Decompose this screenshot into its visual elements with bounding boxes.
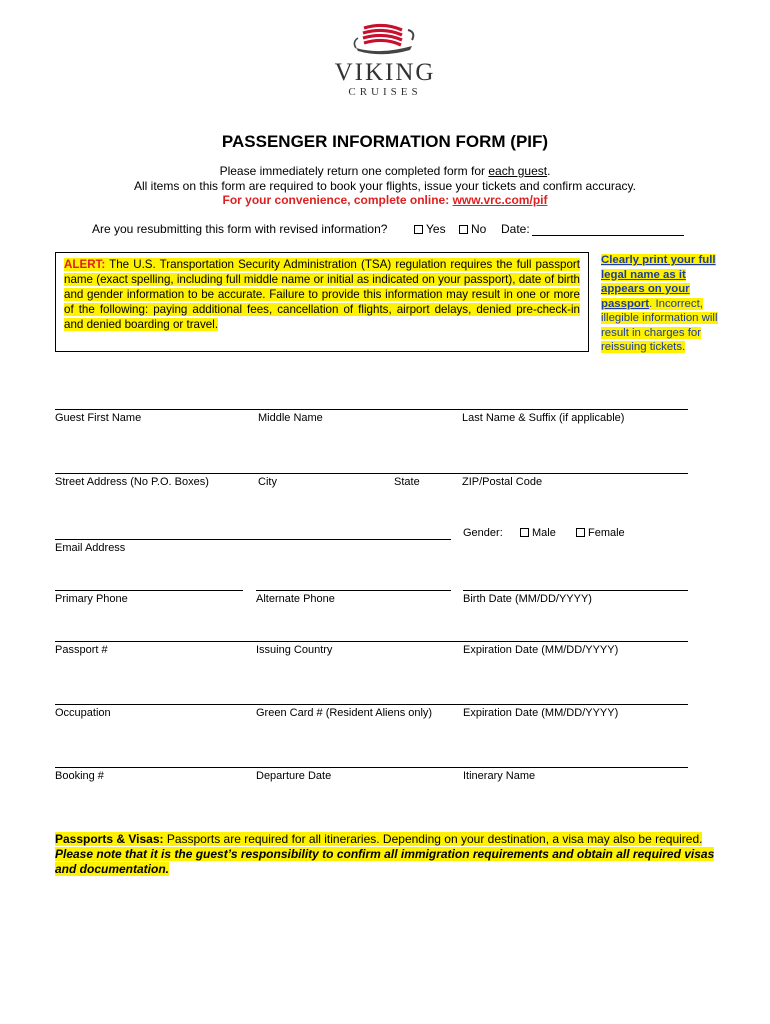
alert-body: The U.S. Transportation Security Administration (TSA) regulation requires the full passport name (exact spelling, including full middle name or initial as indicated on your passport), date of birth and gender information to be accurate. Failure to provide this information may result in one or more of the following: paying additional fees, cancellation of flights, airport delays, denied pre-check-in and denied boarding or travel. [64,258,580,331]
resubmit-yes-option[interactable] [414,222,446,236]
page-title: PASSENGER INFORMATION FORM (PIF) [221,132,549,151]
note-rest-3: charges for reissuing tickets. [601,326,702,353]
email-label: Email Address [55,542,126,554]
departure-date-label: Departure Date [256,770,332,782]
passports-visas-notice [55,832,735,877]
guest-first-name-label: Guest First Name [55,412,142,424]
alert-label: ALERT: [64,258,106,271]
intro-line-1-c: . [547,164,551,178]
gender-label: Gender: [463,527,503,539]
occupation-input-line[interactable] [55,704,688,705]
viking-cruises-logo [0,22,770,98]
booking-number-label: Booking # [55,770,104,782]
intro-line-3 [0,193,770,207]
resubmit-question: Are you resubmitting this form with revised information? [92,222,388,236]
no-checkbox[interactable] [459,225,468,234]
last-name-label: Last Name & Suffix (if applicable) [462,412,625,424]
green-card-expiration-label: Expiration Date (MM/DD/YYYY) [463,707,619,719]
booking-input-line[interactable] [55,767,688,768]
yes-label: Yes [426,222,446,236]
email-input-line[interactable] [55,539,451,540]
city-label: City [258,476,277,488]
note-rest-1: . Incorrect, [649,297,703,310]
male-label: Male [532,527,556,539]
intro-line-2: All items on this form are required to book your flights, issue your tickets and confirm accuracy. [134,179,636,193]
street-address-label: Street Address (No P.O. Boxes) [55,476,209,488]
primary-phone-label: Primary Phone [55,593,128,605]
intro-online-text: For your convenience, complete online: [222,193,453,207]
date-field[interactable] [532,235,684,236]
note-bold: Clearly print your full legal name as it appears on your [601,254,716,295]
itinerary-name-label: Itinerary Name [463,770,536,782]
name-input-line[interactable] [55,409,688,410]
gender-male-option[interactable] [520,527,556,539]
male-checkbox[interactable] [520,528,529,537]
middle-name-label: Middle Name [258,412,323,424]
primary-phone-line[interactable] [55,590,243,591]
logo-sub: CRUISES [348,86,422,98]
yes-checkbox[interactable] [414,225,423,234]
note-rest-2: illegible information will result in [601,312,718,339]
female-checkbox[interactable] [576,528,585,537]
birth-date-label: Birth Date (MM/DD/YYYY) [463,593,592,605]
issuing-country-label: Issuing Country [256,644,333,656]
immigration-note: Please note that it is the guest’s responsibility to confirm all immigration requirements and obtain all required visas and documentation. [55,847,715,876]
tsa-alert-text [64,257,580,332]
passport-number-label: Passport # [55,644,108,656]
note-passport: passport [601,297,650,310]
name-instruction-note [601,253,729,355]
gender-female-option[interactable] [576,527,625,539]
address-input-line[interactable] [55,473,688,474]
state-label: State [394,476,420,488]
intro-each-guest: each guest [488,164,548,178]
female-label: Female [588,527,625,539]
passport-input-line[interactable] [55,641,688,642]
green-card-label: Green Card # (Resident Aliens only) [256,707,433,719]
viking-ship-icon [350,22,420,58]
logo-brand: VIKING [334,59,436,86]
tsa-alert-box [55,252,589,352]
alternate-phone-line[interactable] [256,590,451,591]
pif-online-link[interactable]: www.vrc.com/pif [452,193,548,207]
passports-visas-text: Passports are required for all itineraries. Depending on your destination, a visa may also be required. [163,832,703,846]
zip-label: ZIP/Postal Code [462,476,543,488]
passports-visas-label: Passports & Visas: [55,832,164,846]
intro-line-1 [0,164,770,178]
occupation-label: Occupation [55,707,111,719]
resubmit-no-option[interactable] [459,222,486,236]
passport-expiration-label: Expiration Date (MM/DD/YYYY) [463,644,619,656]
birth-date-line[interactable] [463,590,688,591]
no-label: No [471,222,487,236]
intro-line-1-a: Please immediately return one completed form for [219,164,489,178]
alternate-phone-label: Alternate Phone [256,593,335,605]
date-label: Date: [501,222,530,236]
